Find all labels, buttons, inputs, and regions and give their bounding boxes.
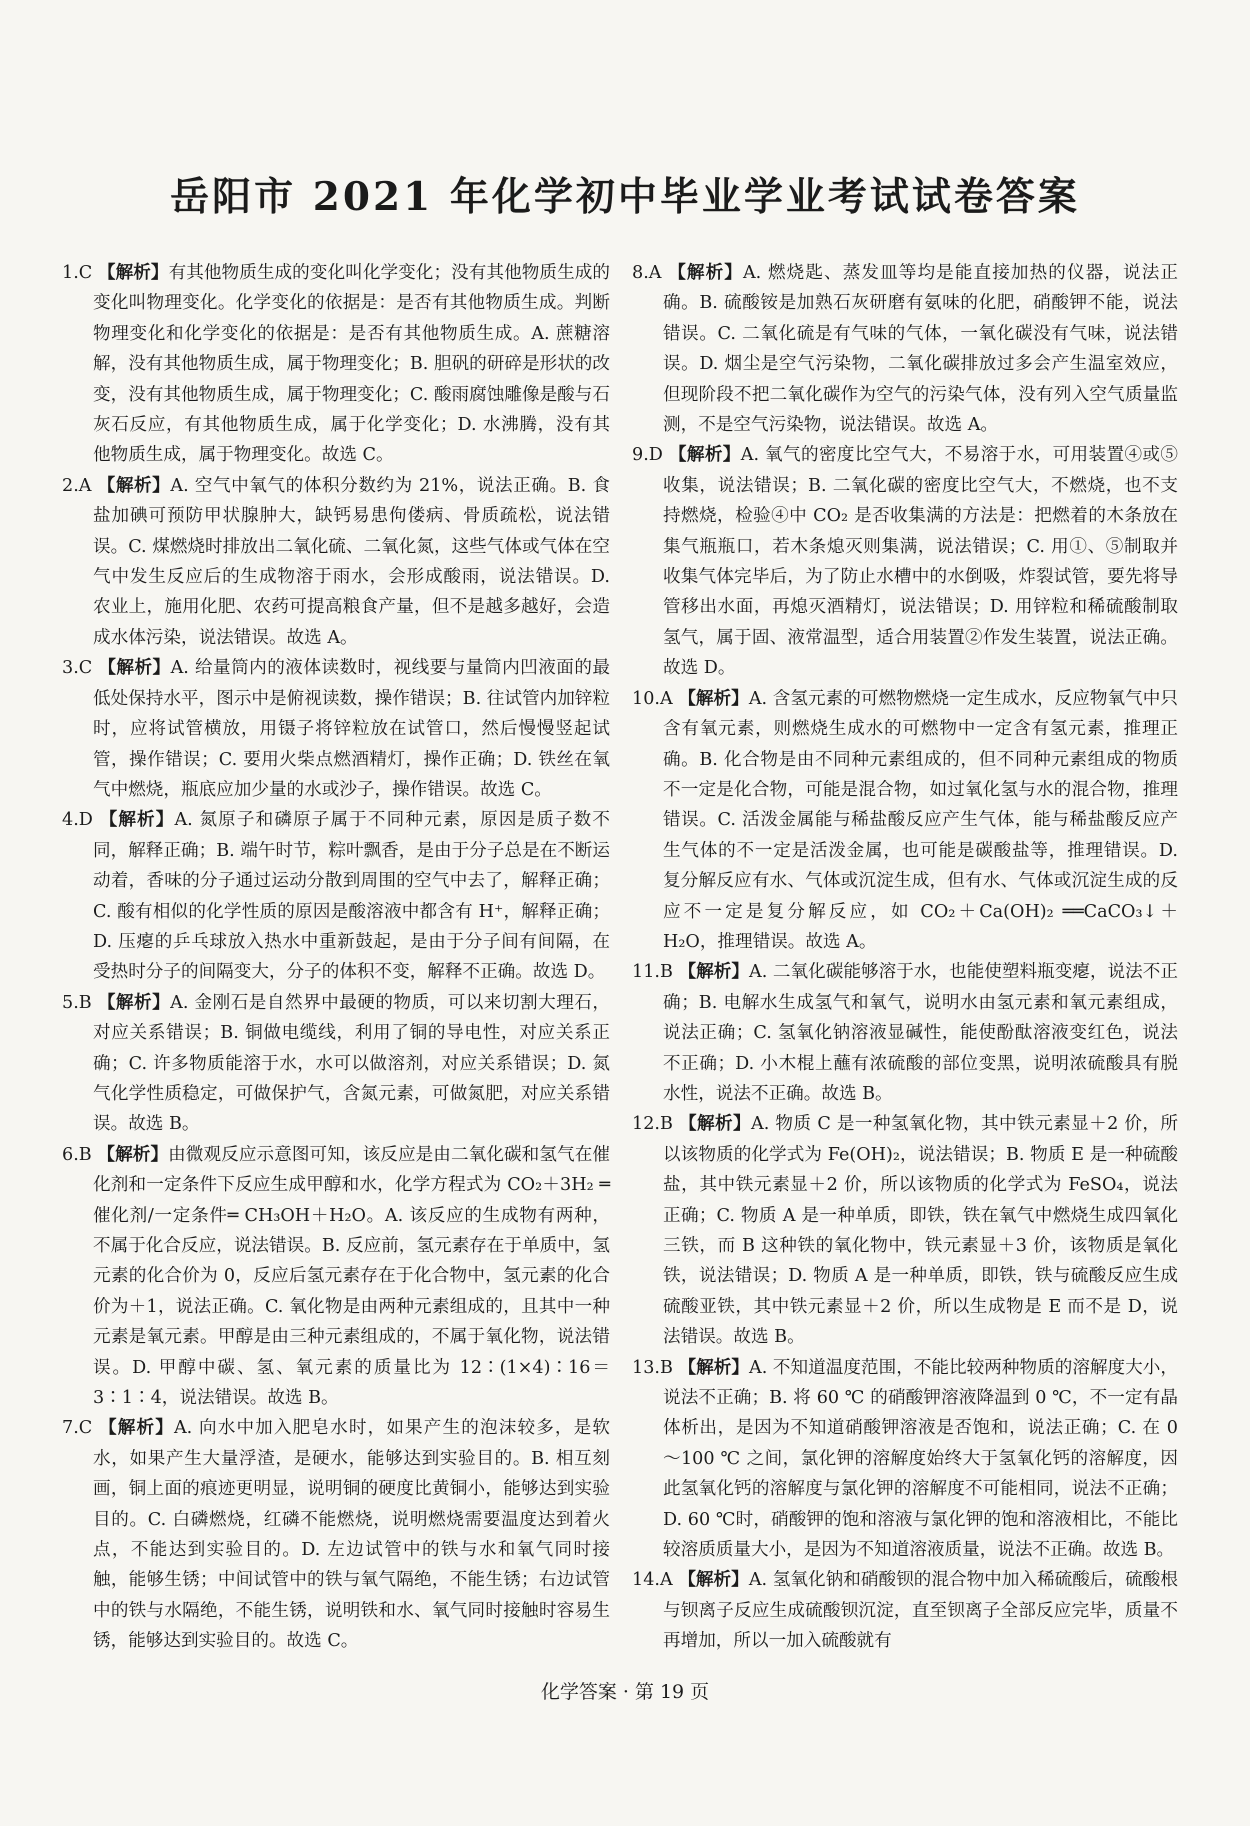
analysis-tag: 【解析】 [99, 809, 175, 831]
answer-number: 9.D [632, 445, 663, 466]
answer-number: 12.B [632, 1114, 673, 1135]
answer-item [62, 471, 610, 653]
answer-text: A. 含氢元素的可燃物燃烧一定生成水，反应物氧气中只含有氧元素，则燃烧生成水的可燃物中一定含有氢元素，推理正确。B. 化合物是由不同种元素组成的，但不同种元素组成的物质不一定是化合物，可能是混合物，如过氧化氢与水的混合物，推理错误。C. 活泼金属能与稀盐酸反应产生气体，能与稀盐酸反应产生气体的不一定是活泼金属，也可能是碳酸盐等，推理错误。D. 复分解反应有水、气体或沉淀生成，但有水、气体或沉淀生成的反应不一定是复分解反应，如 CO₂＋Ca(OH)₂ ══CaCO₃↓＋H₂O，推理错误。故选 A。 [663, 688, 1178, 952]
right-column [632, 258, 1178, 1657]
answer-number: 11.B [632, 962, 673, 983]
page-title: 岳阳市 2021 年化学初中毕业学业考试试卷答案 [170, 174, 1080, 220]
answer-item [632, 440, 1178, 683]
analysis-tag: 【解析】 [668, 444, 741, 466]
analysis-tag: 【解析】 [98, 1417, 174, 1439]
answer-number: 4.D [62, 810, 93, 831]
analysis-tag: 【解析】 [678, 1569, 749, 1591]
answer-text: 由微观反应示意图可知，该反应是由二氧化碳和氢气在催化剂和一定条件下反应生成甲醇和水，化学方程式为 CO₂＋3H₂ ═催化剂/一定条件═ CH₃OH＋H₂O。A. 该反应的生成物有两种，不属于化合反应，说法错误。B. 反应前，氢元素存在于单质中，氢元素的化合价为 0，反应后氢元素存在于化合物中，氢元素的化合价为＋1，说法正确。C. 氧化物是由两种元素组成的，且其中一种元素是氧元素。甲醇是由三种元素组成的，不属于氧化物，说法错误。D. 甲醇中碳、氢、氧元素的质量比为 12∶(1×4)∶16＝3∶1∶4，说法错误。故选 B。 [93, 1144, 610, 1409]
answer-number: 1.C [62, 263, 93, 283]
analysis-tag: 【解析】 [678, 687, 749, 709]
answer-item [632, 957, 1178, 1109]
answer-number: 5.B [62, 992, 92, 1013]
answer-text: A. 空气中氧气的体积分数约为 21%，说法正确。B. 食盐加碘可预防甲状腺肿大，缺钙易患佝偻病、骨质疏松，说法错误。C. 煤燃烧时排放出二氧化硫、二氧化氮，这些气体或气体在空气中发生反应后的生成物溶于雨水，会形成酸雨，说法错误。D. 农业上，施用化肥、农药可提高粮食产量，但不是越多越好，会造成水体污染，说法错误。故选 A。 [93, 475, 610, 648]
analysis-tag: 【解析】 [678, 961, 749, 983]
answer-item [62, 258, 610, 471]
answer-item [632, 1565, 1178, 1656]
answer-number: 8.A [632, 263, 662, 283]
answer-number: 7.C [62, 1418, 93, 1439]
answer-item [62, 653, 610, 805]
answer-text: A. 氮原子和磷原子属于不同种元素，原因是质子数不同，解释正确；B. 端午时节，粽叶飘香，是由于分子总是在不断运动着，香味的分子通过运动分散到周围的空气中去了，解释正确；C. 酸有相似的化学性质的原因是酸溶液中都含有 H⁺，解释正确；D. 压瘪的乒乓球放入热水中重新鼓起，是由于分子间有间隔，在受热时分子的间隔变大，分子的体积不变，解释不正确。故选 D。 [93, 810, 610, 983]
analysis-tag: 【解析】 [678, 1356, 749, 1378]
answer-item [62, 988, 610, 1140]
answer-text: A. 燃烧匙、蒸发皿等均是能直接加热的仪器，说法正确。B. 硫酸铵是加熟石灰研磨有氨味的化肥，硝酸钾不能，说法错误。C. 二氧化硫是有气味的气体，一氧化碳没有气味，说法错误。D. 烟尘是空气污染物，二氧化碳排放过多会产生温室效应，但现阶段不把二氧化碳作为空气的污染气体，没有列入空气质量监测，不是空气污染物，说法错误。故选 A。 [663, 263, 1178, 436]
left-column [62, 258, 610, 1657]
answer-text: A. 物质 C 是一种氢氧化物，其中铁元素显＋2 价，所以该物质的化学式为 Fe(OH)₂，说法错误；B. 物质 E 是一种硫酸盐，其中铁元素显＋2 价，所以该物质的化学式为 FeSO₄，说法正确；C. 物质 A 是一种单质，即铁，铁在氧气中燃烧生成四氧化三铁，而 B 这种铁的氧化物中，铁元素显＋3 价，该物质是氧化铁，说法错误；D. 物质 A 是一种单质，即铁，铁与硫酸反应生成硫酸亚铁，其中铁元素显＋2 价，所以生成物是 E 而不是 D，说法错误。故选 B。 [663, 1114, 1178, 1348]
answer-text: A. 给量筒内的液体读数时，视线要与量筒内凹液面的最低处保持水平，图示中是俯视读数，操作错误；B. 往试管内加锌粒时，应将试管横放，用镊子将锌粒放在试管口，然后慢慢竖起试管，操作错误；C. 要用火柴点燃酒精灯，操作正确；D. 铁丝在氧气中燃烧，瓶底应加少量的水或沙子，操作错误。故选 C。 [93, 658, 610, 800]
answer-text: A. 二氧化碳能够溶于水，也能使塑料瓶变瘪，说法不正确；B. 电解水生成氢气和氧气，说明水由氢元素和氧元素组成，说法正确；C. 氢氧化钠溶液显碱性，能使酚酞溶液变红色，说法不正确；D. 小木棍上蘸有浓硫酸的部位变黑，说明浓硫酸具有脱水性，说法不正确。故选 B。 [663, 962, 1178, 1104]
answer-number: 6.B [62, 1144, 92, 1165]
answer-item [632, 1109, 1178, 1352]
answer-text: A. 向水中加入肥皂水时，如果产生的泡沫较多，是软水，如果产生大量浮渣，是硬水，能够达到实验目的。B. 相互刻画，铜上面的痕迹更明显，说明铜的硬度比黄铜小，能够达到实验目的。C. 白磷燃烧，红磷不能燃烧，说明燃烧需要温度达到着火点，不能达到实验目的。D. 左边试管中的铁与水和氧气同时接触，能够生锈；中间试管中的铁与氧气隔绝，不能生锈；右边试管中的铁与水隔绝，不能生锈，说明铁和水、氧气同时接触时容易生锈，能够达到实验目的。故选 C。 [93, 1418, 610, 1652]
answer-text: A. 金刚石是自然界中最硬的物质，可以来切割大理石，对应关系错误；B. 铜做电缆线，利用了铜的导电性，对应关系正确；C. 许多物质能溶于水，水可以做溶剂，对应关系错误；D. 氮气化学性质稳定，可做保护气，含氮元素，可做氮肥，对应关系错误。故选 B。 [93, 992, 610, 1135]
analysis-tag: 【解析】 [97, 1143, 169, 1165]
answer-text: A. 不知道温度范围，不能比较两种物质的溶解度大小，说法不正确；B. 将 60 ℃ 的硝酸钾溶液降温到 0 ℃，不一定有晶体析出，是因为不知道硝酸钾溶液是否饱和，说法正确；C. 在 0～100 ℃ 之间，氯化钾的溶解度始终大于氢氧化钙的溶解度，因此氢氧化钙的溶解度与氯化钾的溶解度不可能相同，说法不正确；D. 60 ℃时，硝酸钾的饱和溶液与氯化钾的饱和溶液相比，不能比较溶质质量大小，是因为不知道溶液质量，说法不正确。故选 B。 [663, 1357, 1178, 1561]
answer-text: A. 氧气的密度比空气大，不易溶于水，可用装置④或⑤收集，说法错误；B. 二氧化碳的密度比空气大，不燃烧，也不支持燃烧，检验④中 CO₂ 是否收集满的方法是：把燃着的木条放在集气瓶瓶口，若木条熄灭则集满，说法错误；C. 用①、⑤制取并收集气体完毕后，为了防止水槽中的水倒吸，炸裂试管，要先将导管移出水面，再熄灭酒精灯，说法错误；D. 用锌粒和稀硫酸制取氢气，属于固、液常温型，适合用装置②作发生装置，说法正确。故选 D。 [663, 445, 1178, 679]
analysis-tag: 【解析】 [668, 262, 743, 283]
analysis-tag: 【解析】 [678, 1113, 752, 1135]
analysis-tag: 【解析】 [97, 474, 171, 496]
answer-number: 14.A [632, 1570, 673, 1591]
answer-item [632, 684, 1178, 958]
analysis-tag: 【解析】 [97, 262, 169, 283]
answer-number: 2.A [62, 475, 92, 496]
answer-number: 3.C [62, 658, 93, 679]
answer-text: A. 氢氧化钠和硝酸钡的混合物中加入稀硫酸后，硫酸根与钡离子反应生成硫酸钡沉淀，直至钡离子全部反应完毕，质量不再增加，所以一加入硫酸就有 [663, 1570, 1178, 1652]
answer-number: 10.A [632, 688, 673, 709]
answer-item [632, 1353, 1178, 1566]
analysis-tag: 【解析】 [98, 657, 171, 679]
answer-number: 13.B [632, 1357, 673, 1378]
answer-item [632, 258, 1178, 440]
analysis-tag: 【解析】 [97, 991, 171, 1013]
answer-text: 有其他物质生成的变化叫化学变化；没有其他物质生成的变化叫物理变化。化学变化的依据是：是否有其他物质生成。判断物理变化和化学变化的依据是：是否有其他物质生成。A. 蔗糖溶解，没有其他物质生成，属于物理变化；B. 胆矾的研碎是形状的改变，没有其他物质生成，属于物理变化；C. 酸雨腐蚀雕像是酸与石灰石反应，有其他物质生成，属于化学变化；D. 水沸腾，没有其他物质生成，属于物理变化。故选 C。 [93, 263, 610, 466]
answer-item [62, 805, 610, 987]
page-footer: 化学答案 · 第 19 页 [540, 1681, 710, 1703]
answer-item [62, 1140, 610, 1414]
answer-item [62, 1413, 610, 1656]
